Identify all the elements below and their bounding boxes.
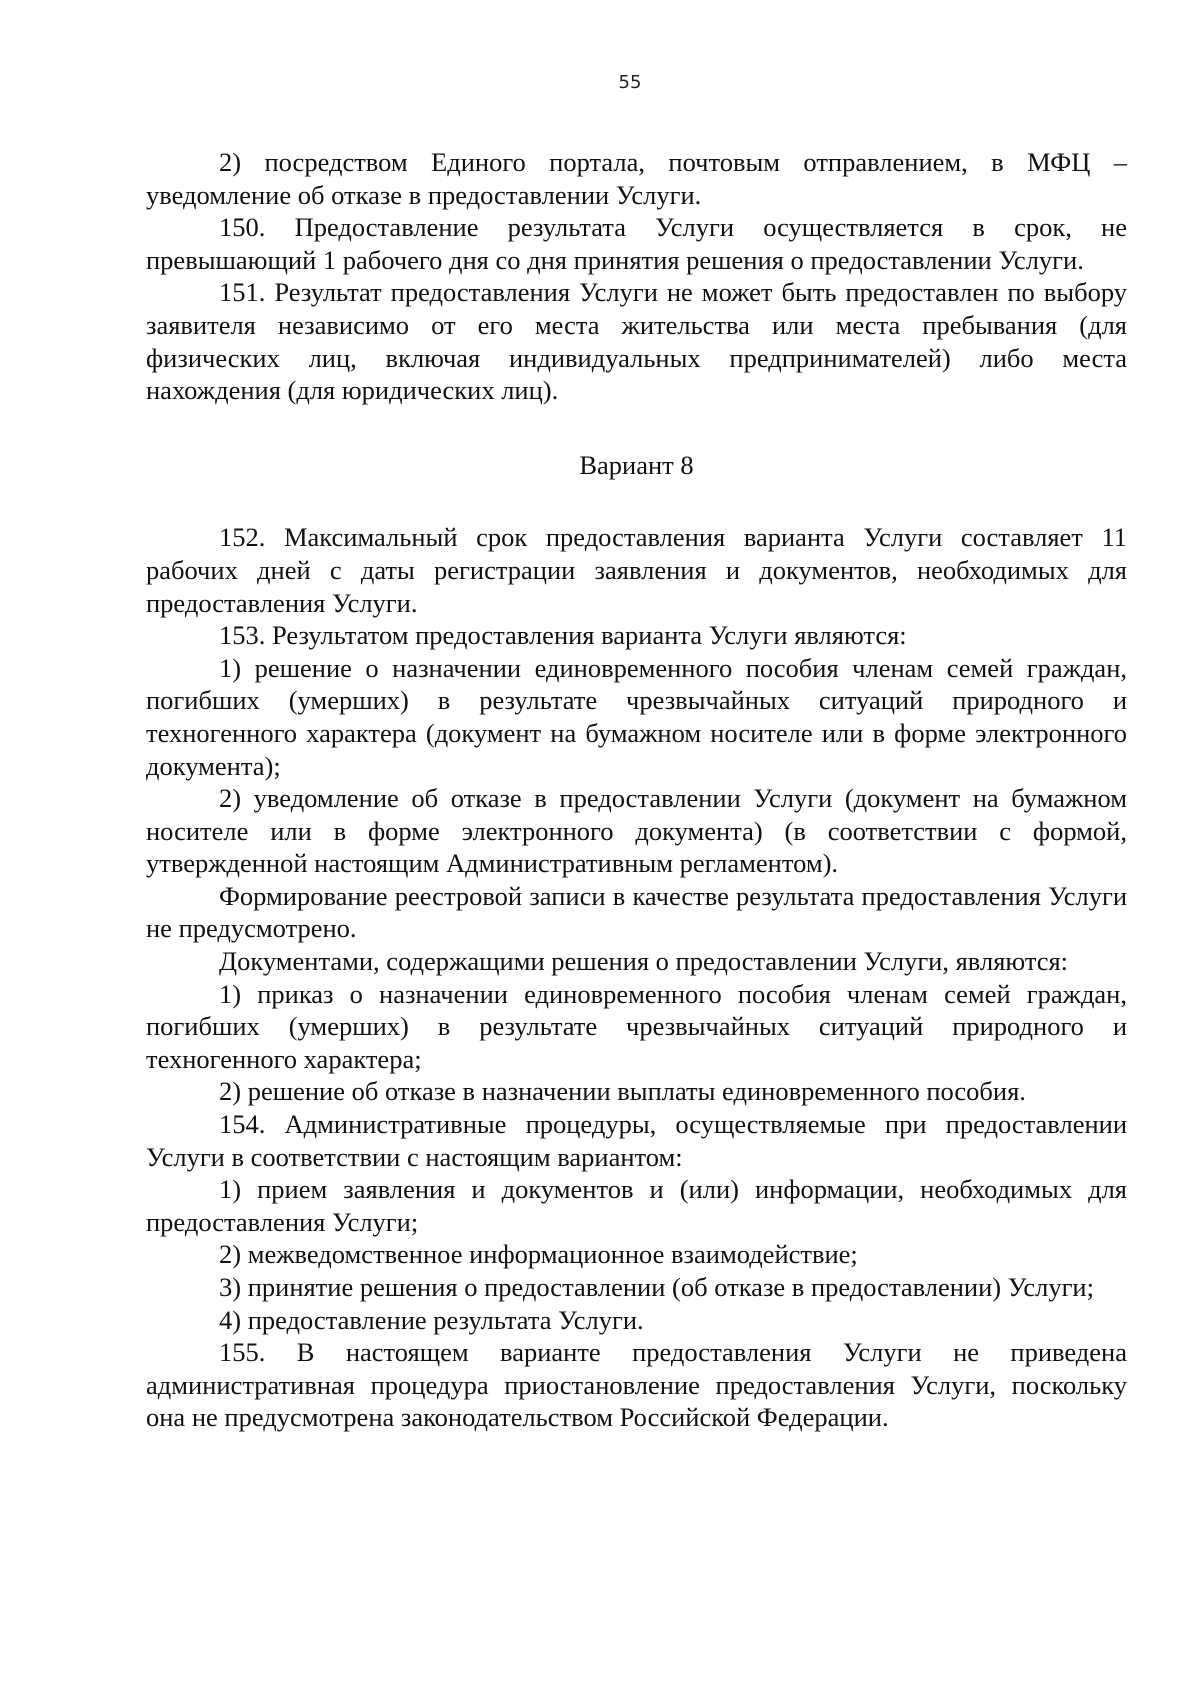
paragraph-154-item-4: 4) предоставление результата Услуги.: [219, 1304, 644, 1335]
paragraph-registry-record: Формирование реестровой записи в качестве результата предоставления Услуги не предусмотрено.: [146, 880, 1127, 944]
paragraph-155: 155. В настоящем варианте предоставления Услуги не приведена административная процедура приостановление предоставления Услуги, поскольку она не предусмотрена законодательством Российской Федерации.: [146, 1337, 1127, 1433]
paragraph-153-item-1: 1) решение о назначении единовременного пособия членам семей граждан, погибших (умерших) в результате чрезвычайных ситуаций природного и техногенного характера (документ на бумажном носителе или в форме электронного документа);: [146, 652, 1127, 781]
paragraph-153-item-2: 2) уведомление об отказе в предоставлении Услуги (документ на бумажном носителе или в форме электронного документа) (в соответствии с формой, утвержденной настоящим Административным регламентом).: [146, 783, 1127, 879]
section-heading-variant-8: Вариант 8: [579, 449, 694, 480]
paragraph-150: 150. Предоставление результата Услуги осуществляется в срок, не превышающий 1 рабочего дня со дня принятия решения о предоставлении Услуги.: [146, 212, 1127, 275]
paragraph-151: 151. Результат предоставления Услуги не может быть предоставлен по выбору заявителя независимо от его места жительства или места пребывания (для физических лиц, включая индивидуальных предпринимателей) либо места нахождения (для юридических лиц).: [146, 277, 1127, 406]
paragraph-delivery-method: 2) посредством Единого портала, почтовым отправлением, в МФЦ – уведомление об отказе в предоставлении Услуги.: [146, 147, 1127, 210]
paragraph-decision-item-2: 2) решение об отказе в назначении выплаты единовременного пособия.: [219, 1076, 1026, 1107]
paragraph-154-item-1: 1) прием заявления и документов и (или) информации, необходимых для предоставления Услуги;: [146, 1174, 1127, 1237]
page-number: 55: [618, 72, 642, 93]
paragraph-154: 154. Административные процедуры, осуществляемые при предоставлении Услуги в соответствии с настоящим вариантом:: [146, 1109, 1127, 1172]
paragraph-152: 152. Максимальный срок предоставления варианта Услуги составляет 11 рабочих дней с даты регистрации заявления и документов, необходимых для предоставления Услуги.: [146, 522, 1127, 618]
paragraph-decision-item-1: 1) приказ о назначении единовременного пособия членам семей граждан, погибших (умерших) в результате чрезвычайных ситуаций природного и техногенного характера;: [146, 978, 1127, 1074]
paragraph-153: 153. Результатом предоставления варианта Услуги являются:: [219, 620, 907, 651]
paragraph-154-item-2: 2) межведомственное информационное взаимодействие;: [219, 1239, 858, 1270]
paragraph-decision-documents: Документами, содержащими решения о предоставлении Услуги, являются:: [219, 946, 1069, 977]
paragraph-154-item-3: 3) принятие решения о предоставлении (об отказе в предоставлении) Услуги;: [219, 1272, 1094, 1302]
document-body: [146, 146, 1127, 1434]
